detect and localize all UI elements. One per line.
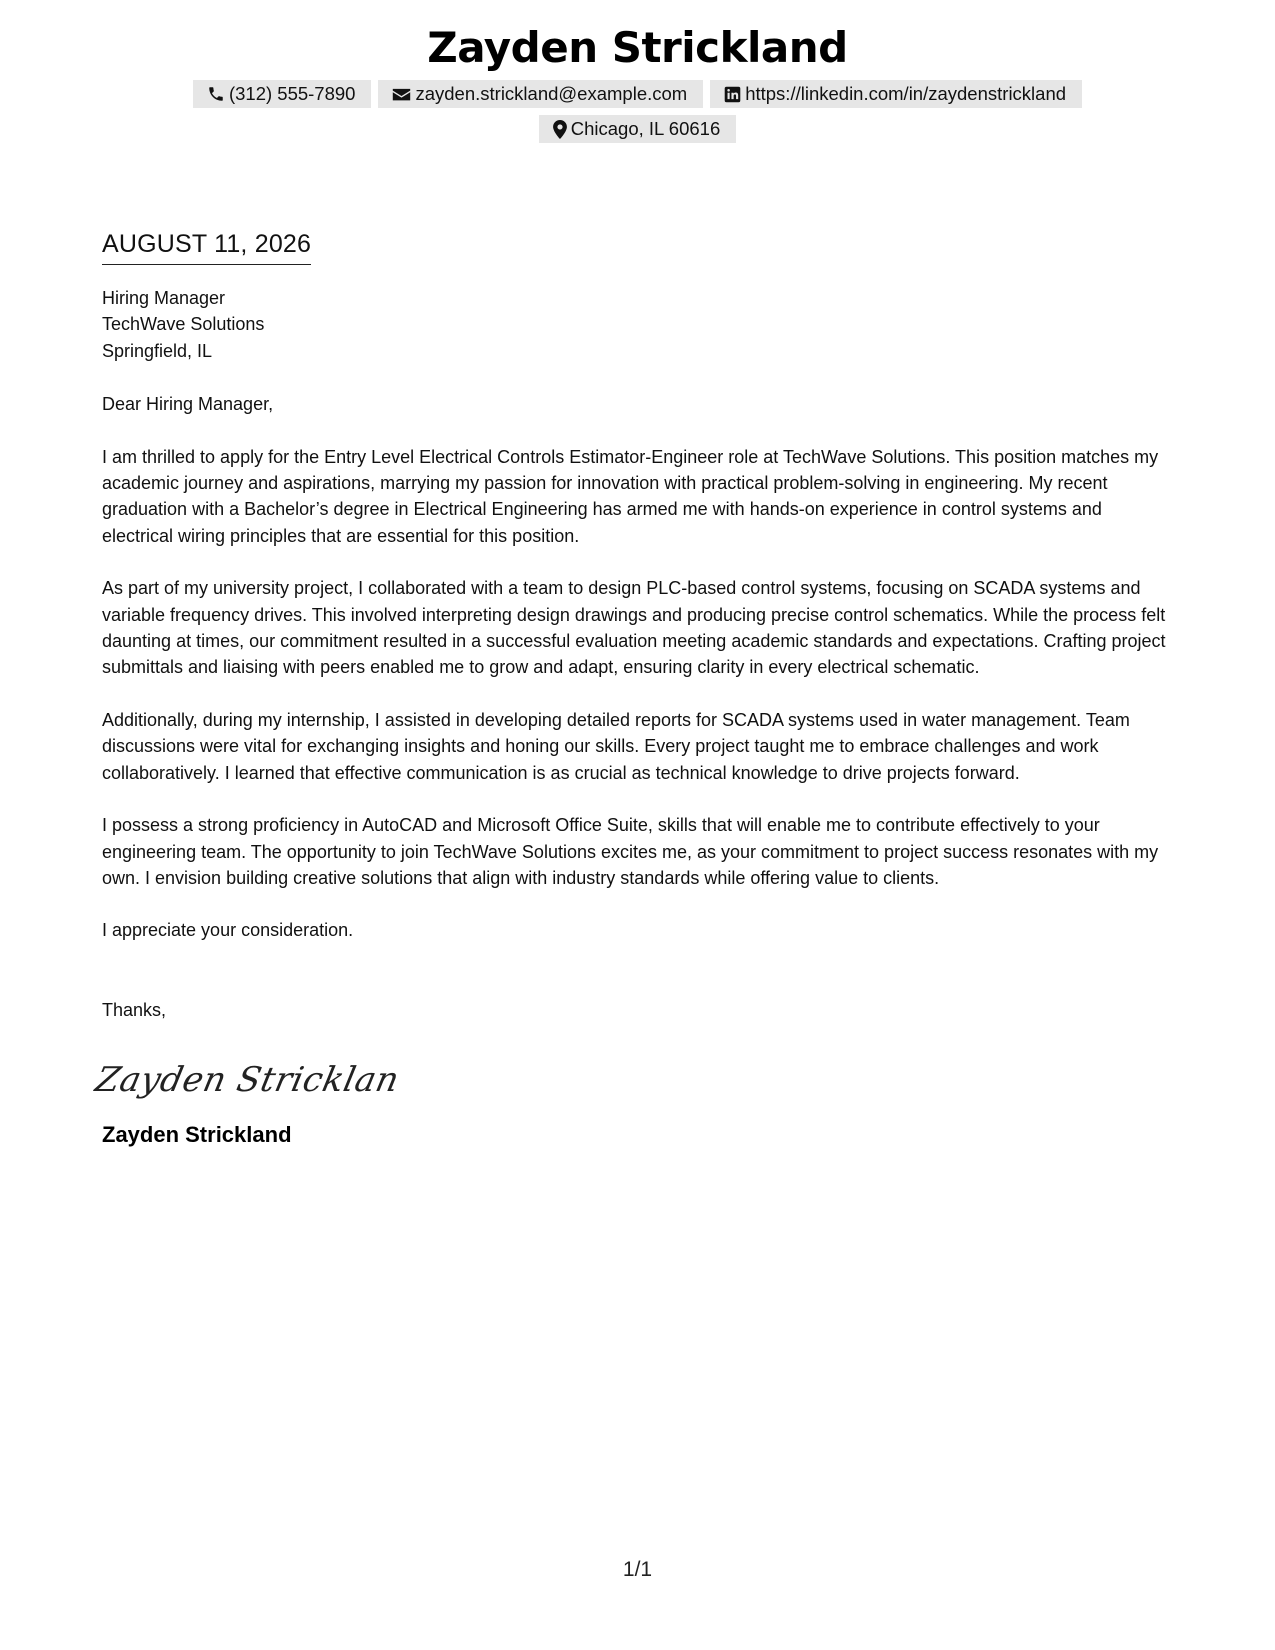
location-text: Chicago, IL 60616 xyxy=(570,118,721,139)
salutation: Dear Hiring Manager, xyxy=(102,394,274,415)
body-paragraph: Additionally, during my internship, I assisted in developing detailed reports for SCADA systems used in water management. Team discussions were vital for exchanging insights and honing our skills. Every project taught me to embrace challenges and work collaboratively. I learned that effective communication is as crucial as technical knowledge to drive projects forward. xyxy=(102,709,1130,783)
letter-body xyxy=(92,228,1172,1149)
signer-name: Zayden Strickland xyxy=(102,1122,292,1148)
closing-line: I appreciate your consideration. xyxy=(102,920,354,941)
recipient-block xyxy=(102,285,1172,364)
linkedin-text[interactable]: https://linkedin.com/in/zaydenstrickland xyxy=(745,83,1067,104)
envelope-icon xyxy=(392,86,411,102)
linkedin-chip[interactable] xyxy=(710,80,1082,108)
body-paragraph: I am thrilled to apply for the Entry Level Electrical Controls Estimator-Engineer role at TechWave Solutions. This position matches my academic journey and aspirations, marrying my passion for innovation with practical problem-solving in engineering. My recent graduation with a Bachelor’s degree in Electrical Engineering has armed me with hands-on experience in control systems and electrical wiring principles that are essential for this position. xyxy=(102,446,1159,546)
signoff: Thanks, xyxy=(102,999,167,1020)
phone-chip xyxy=(193,80,372,108)
handwritten-signature xyxy=(92,1053,1172,1103)
location-chip xyxy=(539,115,736,143)
map-marker-icon xyxy=(553,120,567,139)
body-paragraph: As part of my university project, I collaborated with a team to design PLC-based control systems, focusing on SCADA systems and variable frequency drives. This involved interpreting design drawings and producing precise control schematics. While the process felt daunting at times, our commitment resulted in a successful evaluation meeting academic standards and expectations. Crafting project submittals and liaising with peers enabled me to grow and adapt, ensuring clarity in every electrical schematic. xyxy=(102,578,1166,678)
page-number: 1/1 xyxy=(622,1558,653,1581)
phone-icon xyxy=(207,85,225,103)
phone-text: (312) 555-7890 xyxy=(228,83,356,104)
applicant-name: Zayden Strickland xyxy=(427,23,848,72)
linkedin-icon xyxy=(724,86,741,103)
email-text[interactable]: zayden.strickland@example.com xyxy=(415,83,688,104)
svg-text:Zayden Stricklan: Zayden Stricklan xyxy=(92,1060,403,1101)
letter-date: AUGUST 11, 2026 xyxy=(102,228,311,265)
signature-image xyxy=(92,1053,403,1103)
recipient-title: Hiring Manager xyxy=(102,288,226,308)
recipient-location: Springfield, IL xyxy=(102,340,213,361)
contact-info xyxy=(188,80,1088,143)
recipient-company: TechWave Solutions xyxy=(102,314,265,335)
letter-header xyxy=(0,20,1275,143)
body-paragraph: I possess a strong proficiency in AutoCAD and Microsoft Office Suite, skills that will enable me to contribute effectively to your engineering team. The opportunity to join TechWave Solutions excites me, as your commitment to project success resonates with my own. I envision building creative solutions that align with industry standards while offering value to clients. xyxy=(102,815,1159,888)
email-chip[interactable] xyxy=(378,80,703,108)
